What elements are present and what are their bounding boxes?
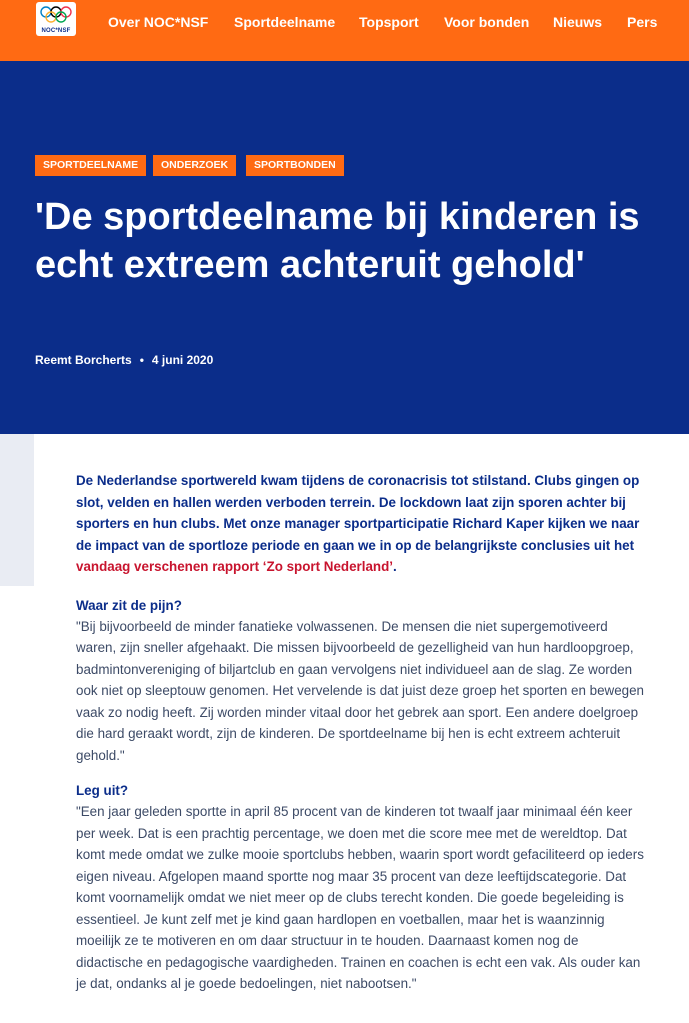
article-body	[76, 470, 646, 995]
intro-text: De Nederlandse sportwereld kwam tijdens de coronacrisis tot stilstand. Clubs gingen op slot, velden en hallen werden verboden terrein. De lockdown laat zijn sporen achter bij sporters en hun clubs. Met onze manager sportparticipatie Richard Kaper kijken we naar de impact van de sportloze periode en gaan we in op de belangrijkste conclusies uit het	[76, 473, 640, 553]
article-title: 'De sportdeelname bij kinderen is echt extreem achteruit gehold'	[35, 196, 640, 286]
publish-date: 4 juni 2020	[151, 353, 214, 367]
nav-item-over-noc-nsf[interactable]: Over NOC*NSF	[108, 14, 209, 30]
byline-separator: •	[139, 353, 144, 367]
nav-item-nieuws[interactable]: Nieuws	[553, 14, 603, 30]
author-name: Reemt Borcherts	[35, 353, 132, 367]
logo-text: NOC*NSF	[41, 28, 71, 34]
article-byline	[35, 353, 213, 367]
nav-item-pers[interactable]: Pers	[627, 14, 658, 30]
top-navigation	[0, 0, 689, 61]
olympic-rings-icon	[39, 5, 73, 23]
tag-sportbonden[interactable]: SPORTBONDEN	[246, 155, 344, 176]
tag-onderzoek[interactable]: ONDERZOEK	[153, 155, 236, 176]
nav-item-sportdeelname[interactable]: Sportdeelname	[234, 14, 336, 30]
intro-end: .	[393, 559, 397, 574]
nav-item-voor-bonden[interactable]: Voor bonden	[444, 14, 530, 30]
article-intro	[76, 470, 646, 578]
question-heading-explain: Leg uit?	[76, 783, 129, 798]
answer-paragraph-pain: "Bij bijvoorbeeld de minder fanatieke volwassenen. De mensen die niet supergemotiveerd waren, zijn sneller afgehaakt. Die missen bijvoorbeeld de gezelligheid van hun hardloopgroep, badmintonvereniging of biljartclub en gaan vervolgens niet individueel aan de slag. Ze worden ook niet op sleeptouw genomen. Het vervelende is dat juist deze groep het sporten en bewegen vaak zo nodig heeft. Zij worden minder vitaal door het gebrek aan sport. Een andere doelgroep die hard geraakt wordt, zijn de kinderen. De sportdeelname bij hen is echt extreem achteruit gehold."	[76, 618, 644, 763]
nav-item-topsport[interactable]: Topsport	[359, 14, 419, 30]
noc-nsf-logo[interactable]	[36, 2, 76, 36]
left-accent-band	[0, 434, 34, 586]
question-heading-pain: Waar zit de pijn?	[76, 597, 182, 613]
report-link[interactable]: vandaag verschenen rapport ‘Zo sport Nederland’	[76, 559, 393, 574]
tag-sportdeelname[interactable]: SPORTDEELNAME	[35, 155, 146, 176]
answer-paragraph-explain: "Een jaar geleden sportte in april 85 procent van de kinderen tot twaalf jaar minimaal één keer per week. Dat is een prachtig percentage, we doen met die score mee met de wereldtop. Dat komt mede omdat we zulke mooie sportclubs hebben, waarin sport wordt gefaciliteerd op ieders eigen niveau. Afgelopen maand sportte nog maar 35 procent van deze leeftijdscategorie. Dat komt voornamelijk omdat we niet meer op de clubs terecht konden. Die goede begeleiding is essentieel. Je kunt zelf met je kind gaan hardlopen en voetballen, maar het is waanzinnig moeilijk ze te motiveren en om daar structuur in te houden. Daarnaast komen nog de didactische en pedagogische vaardigheden. Trainen en coachen is echt een vak. Als ouder kan je dat, ondanks al je goede bedoelingen, niet nabootsen."	[76, 804, 644, 991]
